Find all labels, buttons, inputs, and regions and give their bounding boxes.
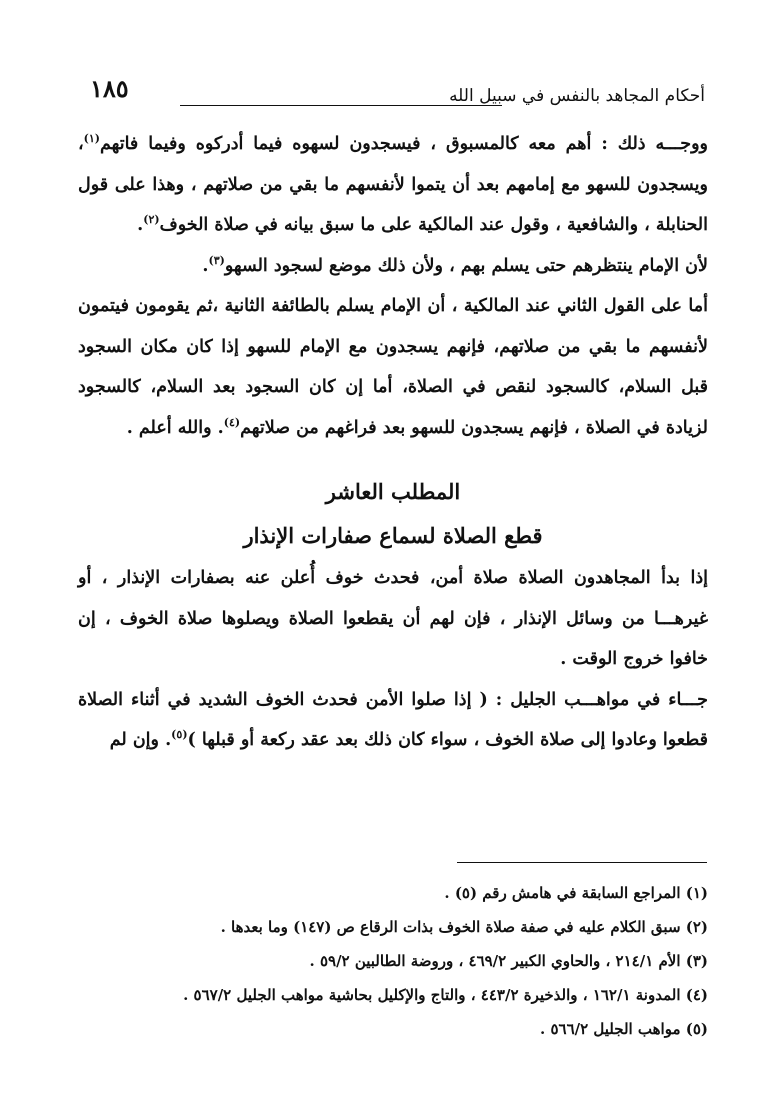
main-text bbox=[78, 124, 708, 761]
text-segment: جـــاء في مواهـــب الجليل : ( إذا صلوا الأمن فحدث الخوف الشديد في أثناء الصلاة قطعوا وعادوا إلى صلاة الخوف ، سواء كان ذلك بعد عقد ركعة أو قبلها ) bbox=[78, 689, 708, 750]
footnote-ref: (٤) bbox=[223, 415, 241, 429]
text-segment: . bbox=[202, 255, 209, 276]
text-segment: إذا بدأ المجاهدون الصلاة صلاة أمن، فحدث خوف أُعلن عنه بصفارات الإنذار ، أو غيرهـــا من وسائل الإنذار ، فإن لهم أن يقطعوا الصلاة ويصلوها صلاة الخوف ، إن خافوا خروج الوقت . bbox=[78, 568, 708, 669]
running-title: أحكام المجاهد بالنفس في سبيل الله bbox=[449, 86, 705, 106]
footnote: (٢) سبق الكلام عليه في صفة صلاة الخوف بذات الرقاع ص (١٤٧) وما بعدها . bbox=[220, 918, 708, 936]
footnote: (٥) مواهب الجليل ٥٦٦/٢ . bbox=[540, 1020, 708, 1038]
section-title: المطلب العاشر bbox=[325, 479, 461, 504]
footnote: (١) المراجع السابقة في هامش رقم (٥) . bbox=[444, 884, 708, 902]
footnote-rule bbox=[457, 862, 707, 863]
footnote-ref: (٥) bbox=[171, 728, 188, 742]
paragraph bbox=[78, 124, 708, 246]
paragraph bbox=[78, 286, 708, 448]
paragraph bbox=[78, 558, 708, 680]
footnote: (٤) المدونة ١٦٢/١ ، والذخيرة ٤٤٣/٢ ، والتاج والإكليل بحاشية مواهب الجليل ٥٦٧/٢ . bbox=[183, 986, 708, 1004]
text-segment: لأن الإمام ينتظرهم حتى يسلم بهم ، ولأن ذلك موضع لسجود السهو bbox=[224, 255, 708, 276]
footnotes bbox=[60, 876, 708, 1046]
text-segment: ، ويسجدون للسهو مع إمامهم بعد أن يتموا لأنفسهم ما بقي من صلاتهم ، وهذا على قول الحنابلة ، والشافعية ، وقول عند المالكية على ما سبق بيانه في صلاة الخوف bbox=[78, 134, 708, 235]
page-number: ١٨٥ bbox=[90, 74, 129, 103]
paragraph bbox=[78, 246, 708, 287]
footnote-ref: (٢) bbox=[143, 213, 160, 227]
text-segment: أما على القول الثاني عند المالكية ، أن الإمام يسلم بالطائفة الثانية ،ثم يقومون فيتمون لأنفسهم ما بقي من صلاتهم، فإنهم يسجدون مع الإمام للسهو إذا كان مكان السجود قبل السلام، كالسجود لنقص في الصلاة، أما إن كان السجود بعد السلام، كالسجود لزيادة في الصلاة ، فإنهم يسجدون للسهو بعد فراغهم من صلاتهم bbox=[78, 296, 708, 438]
text-segment: . وإن لم bbox=[109, 730, 172, 750]
footnote-ref: (٣) bbox=[208, 253, 225, 267]
text-segment: . والله أعلم . bbox=[126, 417, 224, 438]
paragraph bbox=[78, 680, 708, 761]
text-segment: ووجـــه ذلك : أهم معه كالمسبوق ، فيسجدون لسهوه فيما أدركوه وفيما فاتهم bbox=[100, 134, 708, 154]
footnote-ref: (١) bbox=[83, 132, 101, 146]
page-header bbox=[80, 74, 705, 116]
text-segment: . bbox=[137, 215, 144, 235]
footnote: (٣) الأم ٢١٤/١ ، والحاوي الكبير ٤٦٩/٢ ، وروضة الطالبين ٥٩/٢ . bbox=[309, 952, 708, 970]
section-subtitle: قطع الصلاة لسماع صفارات الإنذار bbox=[243, 523, 543, 548]
